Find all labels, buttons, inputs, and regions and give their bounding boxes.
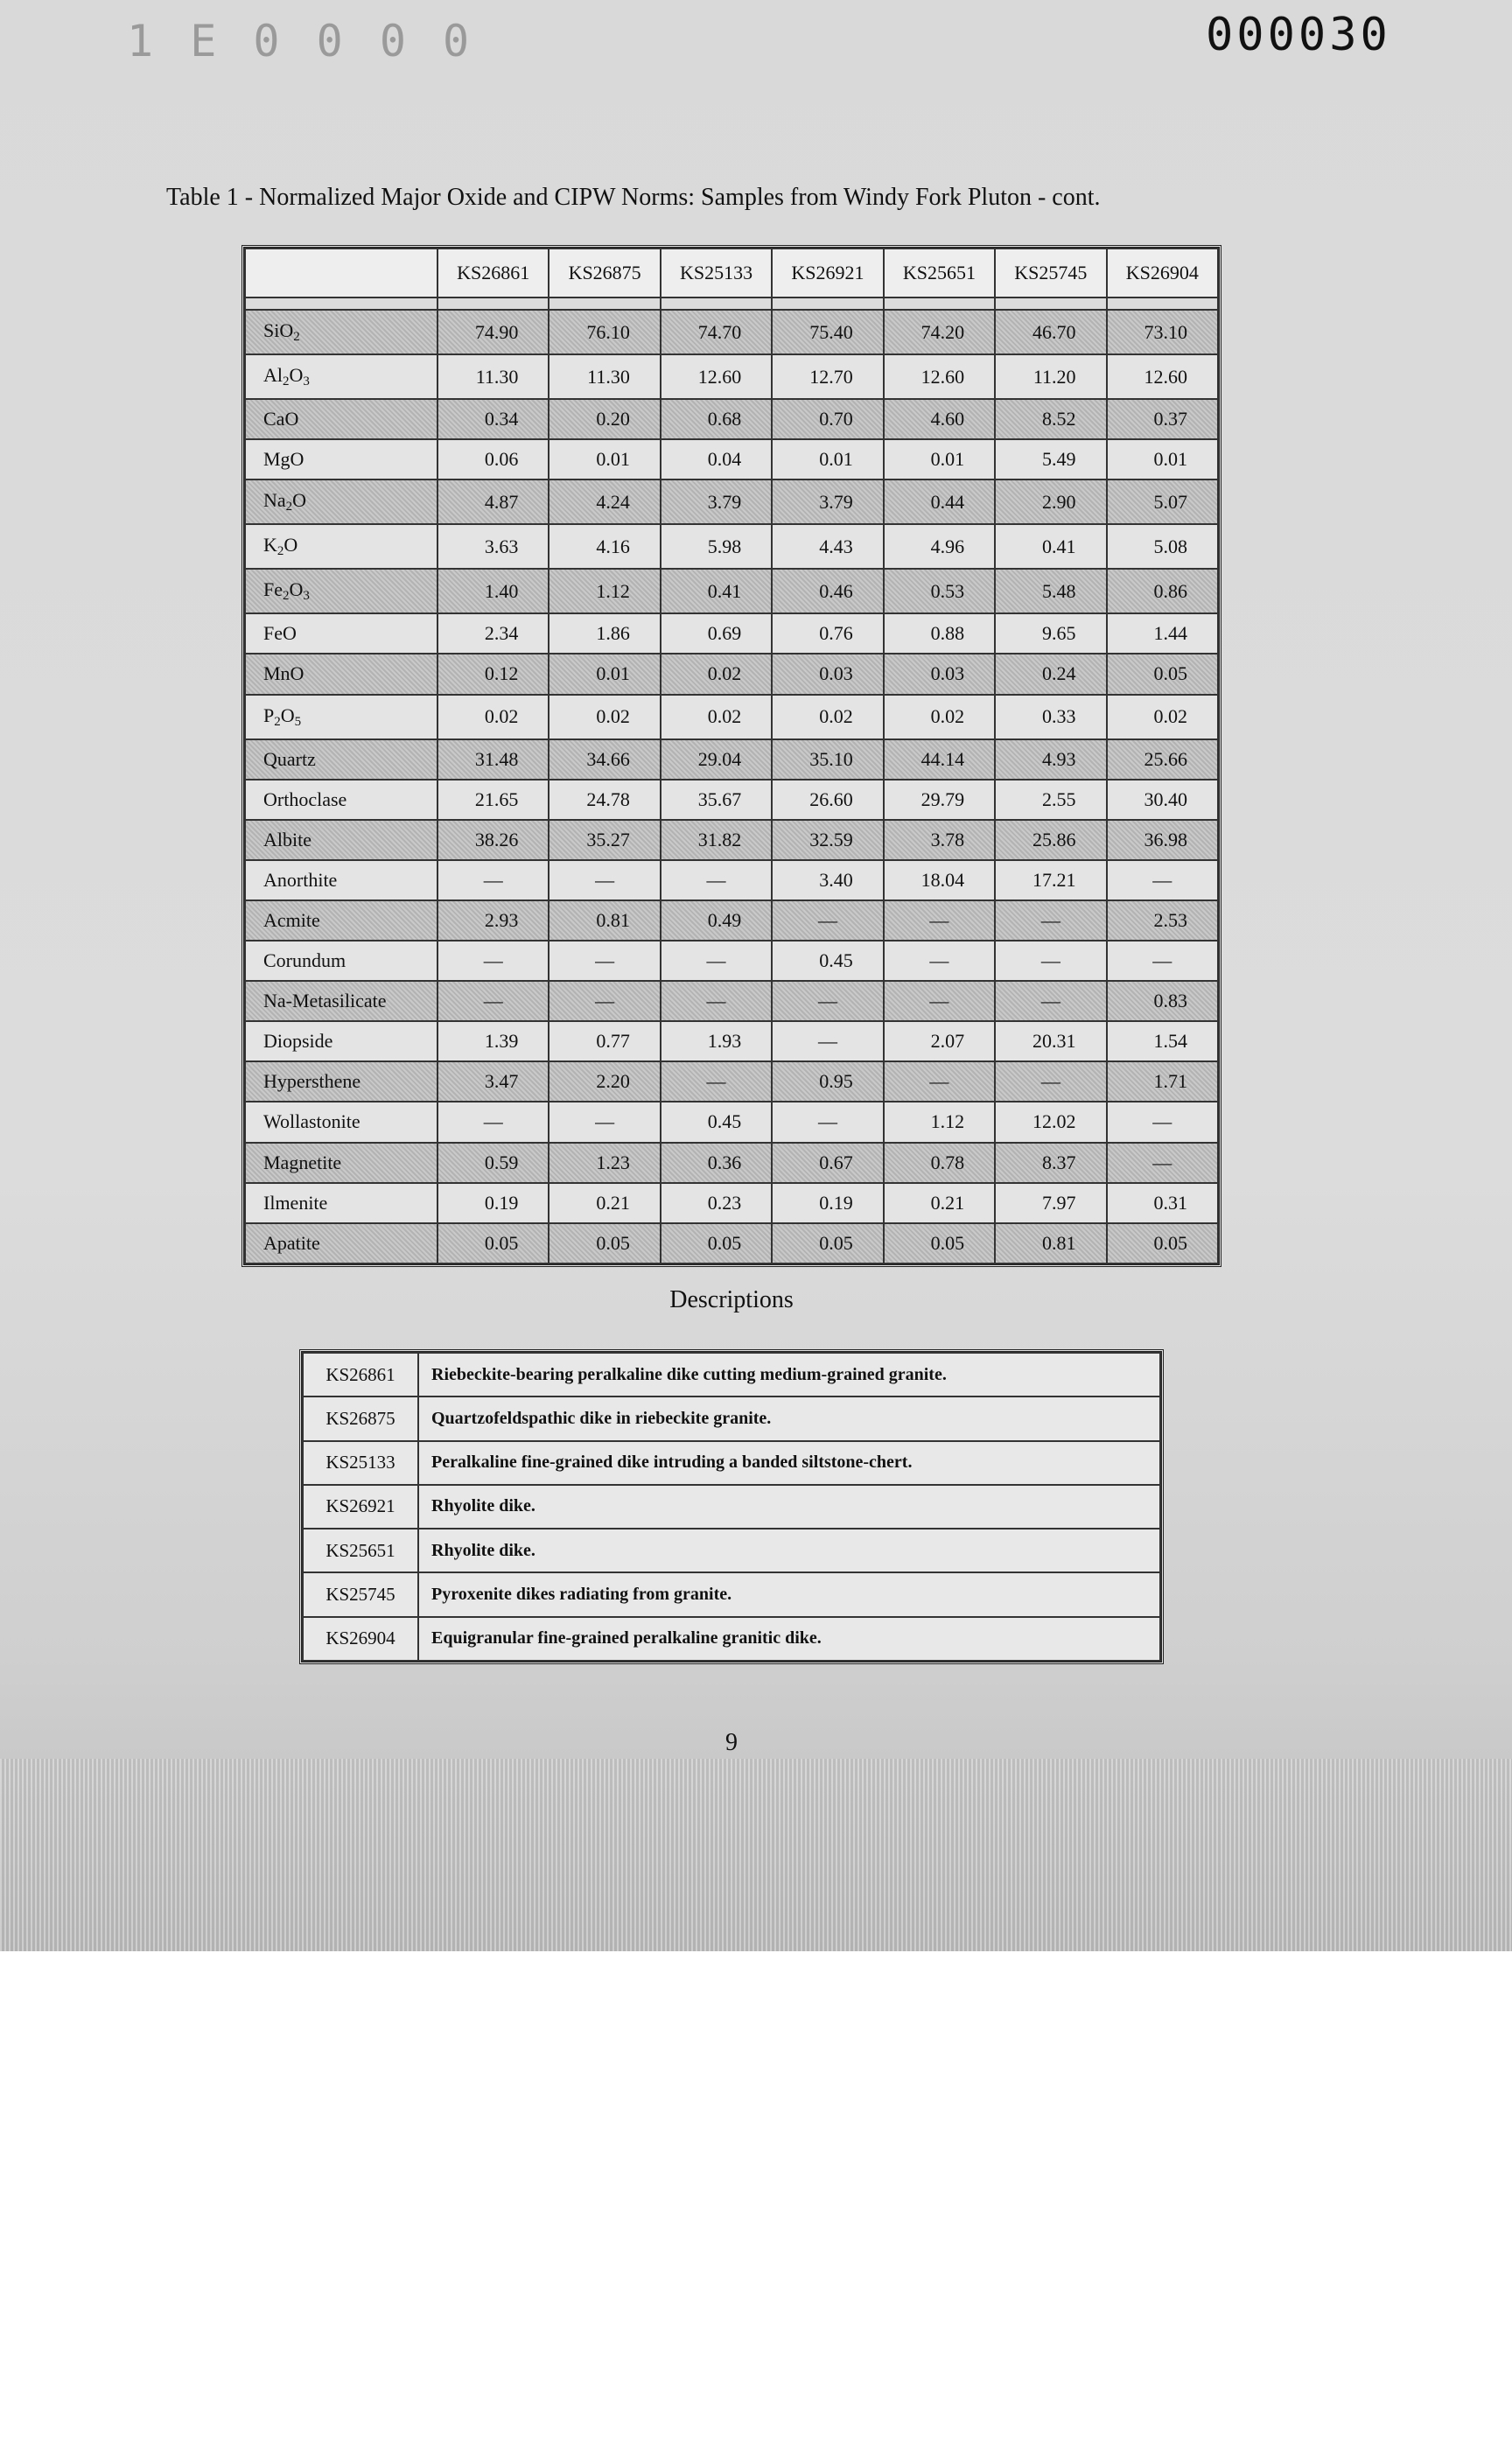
- row-label: [245, 399, 438, 439]
- table-row: [245, 780, 1218, 820]
- subscript: 2: [285, 500, 293, 514]
- row-label: [245, 1143, 438, 1183]
- table-header-row: [245, 248, 1218, 298]
- table-cell: —: [884, 981, 995, 1021]
- table-cell: 0.83: [1107, 981, 1218, 1021]
- table-cell: —: [661, 981, 772, 1021]
- table-cell: 5.48: [995, 569, 1106, 613]
- table-cell: —: [884, 941, 995, 981]
- sample-id: KS25133: [303, 1441, 418, 1485]
- table-cell: 11.30: [549, 354, 660, 399]
- page-number: 9: [725, 1729, 738, 1756]
- table-cell: 0.69: [661, 613, 772, 654]
- table-cell: 0.05: [1107, 654, 1218, 694]
- table-cell: —: [772, 900, 883, 941]
- table-cell: 0.33: [995, 695, 1106, 739]
- row-label: [245, 739, 438, 780]
- table-cell: 4.60: [884, 399, 995, 439]
- description-row: [303, 1617, 1160, 1661]
- table-cell: 2.93: [438, 900, 549, 941]
- column-header: KS25651: [884, 248, 995, 298]
- table-row: [245, 860, 1218, 900]
- table-cell: 0.78: [884, 1143, 995, 1183]
- table-cell: 0.05: [438, 1223, 549, 1264]
- table-cell: 32.59: [772, 820, 883, 860]
- table-cell: —: [438, 981, 549, 1021]
- table-cell: 0.44: [884, 480, 995, 524]
- table-cell: 73.10: [1107, 310, 1218, 354]
- table-cell: —: [1107, 941, 1218, 981]
- table-cell: 0.01: [772, 439, 883, 480]
- table-cell: 25.66: [1107, 739, 1218, 780]
- row-label: [245, 310, 438, 354]
- table-cell: 0.77: [549, 1021, 660, 1061]
- sample-id: KS26921: [303, 1485, 418, 1529]
- table-cell: —: [549, 941, 660, 981]
- table-cell: 0.53: [884, 569, 995, 613]
- table-cell: 46.70: [995, 310, 1106, 354]
- table-cell: 0.24: [995, 654, 1106, 694]
- table-cell: 3.79: [772, 480, 883, 524]
- table-cell: 7.97: [995, 1183, 1106, 1223]
- row-label-text: MnO: [263, 662, 304, 685]
- table-cell: 3.78: [884, 820, 995, 860]
- faint-stamp-number: 1 E 0 0 0 0: [127, 16, 475, 66]
- table-cell: 0.67: [772, 1143, 883, 1183]
- table-cell: 2.34: [438, 613, 549, 654]
- table-row: [245, 654, 1218, 694]
- descriptions-heading: Descriptions: [669, 1286, 794, 1313]
- description-row: [303, 1353, 1160, 1396]
- row-label-text: Ilmenite: [263, 1191, 328, 1214]
- table-cell: 0.81: [549, 900, 660, 941]
- table-row: [245, 354, 1218, 399]
- column-header: KS25133: [661, 248, 772, 298]
- table-cell: 11.20: [995, 354, 1106, 399]
- row-label-text: Hypersthene: [263, 1070, 361, 1093]
- sample-description: Quartzofeldspathic dike in riebeckite granite.: [418, 1396, 1160, 1440]
- table-cell: 0.05: [884, 1223, 995, 1264]
- row-label-text: Na-Metasilicate: [263, 990, 387, 1012]
- table-cell: 0.04: [661, 439, 772, 480]
- table-cell: 0.03: [772, 654, 883, 694]
- table-cell: 26.60: [772, 780, 883, 820]
- table-cell: —: [995, 981, 1106, 1021]
- table-row: [245, 1223, 1218, 1264]
- table-cell: 0.76: [772, 613, 883, 654]
- corner-cell: [245, 248, 438, 298]
- table-cell: 1.12: [549, 569, 660, 613]
- table-row: [245, 900, 1218, 941]
- sample-description: Pyroxenite dikes radiating from granite.: [418, 1572, 1160, 1616]
- table-cell: 9.65: [995, 613, 1106, 654]
- row-label-text: Albite: [263, 828, 312, 850]
- row-label-text: Wollastonite: [263, 1110, 360, 1133]
- table-cell: 0.21: [549, 1183, 660, 1223]
- row-label: [245, 941, 438, 981]
- table-cell: 0.59: [438, 1143, 549, 1183]
- table-cell: 12.60: [884, 354, 995, 399]
- row-label: [245, 1183, 438, 1223]
- table-cell: 11.30: [438, 354, 549, 399]
- descriptions-table: [299, 1349, 1164, 1664]
- table-cell: —: [661, 1061, 772, 1102]
- table-cell: —: [884, 900, 995, 941]
- row-label: [245, 1102, 438, 1142]
- row-label-text: Diopside: [263, 1030, 333, 1053]
- sample-description: Rhyolite dike.: [418, 1485, 1160, 1529]
- table-cell: 20.31: [995, 1021, 1106, 1061]
- table-cell: 25.86: [995, 820, 1106, 860]
- table-cell: 2.53: [1107, 900, 1218, 941]
- table-cell: 12.60: [661, 354, 772, 399]
- table-cell: 34.66: [549, 739, 660, 780]
- table-cell: 0.12: [438, 654, 549, 694]
- table-row: [245, 569, 1218, 613]
- table-cell: 0.06: [438, 439, 549, 480]
- table-cell: 2.55: [995, 780, 1106, 820]
- table-cell: 5.08: [1107, 524, 1218, 569]
- row-label-tail: O: [292, 489, 307, 512]
- table-cell: 4.87: [438, 480, 549, 524]
- table-cell: —: [995, 1061, 1106, 1102]
- table-row: [245, 480, 1218, 524]
- table-cell: 36.98: [1107, 820, 1218, 860]
- table-cell: 0.23: [661, 1183, 772, 1223]
- table-cell: 1.54: [1107, 1021, 1218, 1061]
- column-header: KS26904: [1107, 248, 1218, 298]
- row-label-text: Magnetite: [263, 1151, 342, 1173]
- table-cell: 0.37: [1107, 399, 1218, 439]
- table-cell: 0.81: [995, 1223, 1106, 1264]
- table-row: [245, 399, 1218, 439]
- table-cell: 1.40: [438, 569, 549, 613]
- table-row: [245, 1061, 1218, 1102]
- sample-description: Equigranular fine-grained peralkaline granitic dike.: [418, 1617, 1160, 1661]
- table-cell: 38.26: [438, 820, 549, 860]
- table-cell: 0.05: [1107, 1223, 1218, 1264]
- table-cell: 0.05: [661, 1223, 772, 1264]
- table-row: [245, 739, 1218, 780]
- subscript: 3: [303, 589, 310, 604]
- table-cell: 3.40: [772, 860, 883, 900]
- table-cell: 30.40: [1107, 780, 1218, 820]
- row-label: [245, 524, 438, 569]
- subscript: 2: [274, 714, 281, 729]
- table-cell: 0.20: [549, 399, 660, 439]
- table-cell: 0.68: [661, 399, 772, 439]
- table-cell: 0.36: [661, 1143, 772, 1183]
- row-label-text: K: [263, 534, 277, 556]
- sample-description: Peralkaline fine-grained dike intruding a banded siltstone-chert.: [418, 1441, 1160, 1485]
- table-cell: 0.19: [438, 1183, 549, 1223]
- table-cell: 0.70: [772, 399, 883, 439]
- sample-id: KS25651: [303, 1529, 418, 1572]
- column-header: KS25745: [995, 248, 1106, 298]
- table-row: [245, 981, 1218, 1021]
- table-cell: 31.82: [661, 820, 772, 860]
- table-cell: 75.40: [772, 310, 883, 354]
- table-cell: 0.02: [661, 654, 772, 694]
- table-cell: 8.52: [995, 399, 1106, 439]
- row-label: [245, 1061, 438, 1102]
- row-label: [245, 1021, 438, 1061]
- row-label-text: MgO: [263, 448, 304, 471]
- sample-description: Riebeckite-bearing peralkaline dike cutting medium-grained granite.: [418, 1353, 1160, 1396]
- row-label-text: FeO: [263, 622, 297, 645]
- table-cell: 1.71: [1107, 1061, 1218, 1102]
- table-cell: 17.21: [995, 860, 1106, 900]
- table-cell: 0.01: [884, 439, 995, 480]
- row-label: [245, 981, 438, 1021]
- table-row: [245, 1143, 1218, 1183]
- table-cell: —: [772, 1102, 883, 1142]
- table-cell: 21.65: [438, 780, 549, 820]
- subscript: 2: [276, 544, 284, 559]
- table-row: [245, 310, 1218, 354]
- subscript: 3: [303, 374, 310, 389]
- table-cell: 1.86: [549, 613, 660, 654]
- table-cell: 74.70: [661, 310, 772, 354]
- table-cell: 4.93: [995, 739, 1106, 780]
- table-row: [245, 439, 1218, 480]
- table-cell: 1.44: [1107, 613, 1218, 654]
- table-cell: 1.93: [661, 1021, 772, 1061]
- table-cell: 1.39: [438, 1021, 549, 1061]
- table-cell: —: [438, 941, 549, 981]
- column-header: KS26861: [438, 248, 549, 298]
- subscript: 2: [293, 330, 300, 345]
- table-cell: 0.02: [1107, 695, 1218, 739]
- table-cell: 0.45: [772, 941, 883, 981]
- table-cell: —: [1107, 1143, 1218, 1183]
- table-cell: 1.23: [549, 1143, 660, 1183]
- row-label: [245, 569, 438, 613]
- row-label-text: Fe: [263, 578, 283, 601]
- row-label-text: Acmite: [263, 908, 320, 931]
- table-row: [245, 1183, 1218, 1223]
- table-cell: 0.31: [1107, 1183, 1218, 1223]
- table-cell: —: [661, 860, 772, 900]
- row-label: [245, 1223, 438, 1264]
- sample-id: KS25745: [303, 1572, 418, 1616]
- table-cell: 3.79: [661, 480, 772, 524]
- row-label-text: Apatite: [263, 1231, 320, 1254]
- row-label-tail: O: [289, 364, 304, 387]
- table-cell: 0.41: [995, 524, 1106, 569]
- table-cell: 12.70: [772, 354, 883, 399]
- row-label: [245, 354, 438, 399]
- table-row: [245, 1102, 1218, 1142]
- table-cell: 0.02: [772, 695, 883, 739]
- table-cell: 0.01: [549, 439, 660, 480]
- table-cell: 0.21: [884, 1183, 995, 1223]
- table-cell: 0.02: [661, 695, 772, 739]
- table-cell: 0.19: [772, 1183, 883, 1223]
- row-label: [245, 480, 438, 524]
- table-cell: —: [549, 1102, 660, 1142]
- document-number-stamp: 000030: [1206, 9, 1391, 61]
- header-spacer-row: [245, 298, 1218, 310]
- table-cell: 4.24: [549, 480, 660, 524]
- description-row: [303, 1441, 1160, 1485]
- table-cell: 1.12: [884, 1102, 995, 1142]
- table-cell: —: [995, 941, 1106, 981]
- table-cell: 0.49: [661, 900, 772, 941]
- table-cell: 31.48: [438, 739, 549, 780]
- table-cell: 0.45: [661, 1102, 772, 1142]
- table-cell: 0.03: [884, 654, 995, 694]
- row-label-text: CaO: [263, 408, 299, 430]
- subscript: 2: [283, 589, 290, 604]
- row-label: [245, 860, 438, 900]
- table-cell: 0.01: [1107, 439, 1218, 480]
- row-label: [245, 654, 438, 694]
- subscript: 2: [283, 374, 290, 389]
- table-row: [245, 820, 1218, 860]
- table-cell: —: [772, 981, 883, 1021]
- row-label: [245, 820, 438, 860]
- table-cell: 0.02: [438, 695, 549, 739]
- table-cell: 8.37: [995, 1143, 1106, 1183]
- table-cell: 0.05: [772, 1223, 883, 1264]
- subscript: 5: [294, 714, 302, 729]
- oxide-norms-table: [242, 245, 1222, 1267]
- table-cell: 5.07: [1107, 480, 1218, 524]
- description-row: [303, 1396, 1160, 1440]
- sample-id: KS26861: [303, 1353, 418, 1396]
- column-header: KS26875: [549, 248, 660, 298]
- row-label-tail: O: [289, 578, 304, 601]
- table-cell: 35.67: [661, 780, 772, 820]
- table-cell: 0.05: [549, 1223, 660, 1264]
- table-cell: 12.02: [995, 1102, 1106, 1142]
- row-label: [245, 439, 438, 480]
- sample-id: KS26904: [303, 1617, 418, 1661]
- row-label-tail: O: [280, 704, 295, 726]
- table-cell: 2.07: [884, 1021, 995, 1061]
- table-cell: 4.16: [549, 524, 660, 569]
- sample-id: KS26875: [303, 1396, 418, 1440]
- table-row: [245, 1021, 1218, 1061]
- table-cell: 29.04: [661, 739, 772, 780]
- table-cell: 0.01: [549, 654, 660, 694]
- table-cell: 29.79: [884, 780, 995, 820]
- table-cell: 35.10: [772, 739, 883, 780]
- row-label-text: Al: [263, 364, 283, 387]
- table-row: [245, 695, 1218, 739]
- table-cell: 12.60: [1107, 354, 1218, 399]
- table-cell: 76.10: [549, 310, 660, 354]
- table-cell: —: [438, 1102, 549, 1142]
- table-cell: —: [549, 860, 660, 900]
- row-label: [245, 900, 438, 941]
- table-cell: —: [1107, 1102, 1218, 1142]
- row-label: [245, 780, 438, 820]
- table-cell: 74.20: [884, 310, 995, 354]
- table-cell: 5.49: [995, 439, 1106, 480]
- row-label: [245, 613, 438, 654]
- row-label-text: Anorthite: [263, 868, 338, 891]
- table-cell: —: [995, 900, 1106, 941]
- row-label-text: Orthoclase: [263, 788, 347, 810]
- description-row: [303, 1485, 1160, 1529]
- table-cell: 0.02: [884, 695, 995, 739]
- table-cell: 0.41: [661, 569, 772, 613]
- column-header: KS26921: [772, 248, 883, 298]
- table-row: [245, 524, 1218, 569]
- row-label-text: Corundum: [263, 949, 346, 972]
- table-cell: 3.63: [438, 524, 549, 569]
- table-row: [245, 941, 1218, 981]
- table-cell: 2.20: [549, 1061, 660, 1102]
- table-cell: 0.86: [1107, 569, 1218, 613]
- table-cell: 0.46: [772, 569, 883, 613]
- description-row: [303, 1529, 1160, 1572]
- table-cell: —: [661, 941, 772, 981]
- table-cell: 0.88: [884, 613, 995, 654]
- table-cell: 0.02: [549, 695, 660, 739]
- table-cell: 24.78: [549, 780, 660, 820]
- row-label-text: SiO: [263, 319, 294, 342]
- table-cell: 18.04: [884, 860, 995, 900]
- table-cell: —: [772, 1021, 883, 1061]
- table-cell: 3.47: [438, 1061, 549, 1102]
- table-cell: 2.90: [995, 480, 1106, 524]
- table-cell: 35.27: [549, 820, 660, 860]
- table-cell: —: [884, 1061, 995, 1102]
- table-cell: 44.14: [884, 739, 995, 780]
- table-cell: 5.98: [661, 524, 772, 569]
- table-cell: 0.95: [772, 1061, 883, 1102]
- row-label-text: P: [263, 704, 275, 726]
- table-cell: 4.96: [884, 524, 995, 569]
- table-cell: —: [549, 981, 660, 1021]
- table-title: Table 1 - Normalized Major Oxide and CIPW Norms: Samples from Windy Fork Pluton - cont.: [166, 184, 1101, 211]
- table-row: [245, 613, 1218, 654]
- description-row: [303, 1572, 1160, 1616]
- sample-description: Rhyolite dike.: [418, 1529, 1160, 1572]
- row-label-text: Na: [263, 489, 286, 512]
- table-cell: —: [438, 860, 549, 900]
- table-cell: 4.43: [772, 524, 883, 569]
- row-label-tail: O: [284, 534, 298, 556]
- row-label: [245, 695, 438, 739]
- table-cell: 74.90: [438, 310, 549, 354]
- table-cell: 0.34: [438, 399, 549, 439]
- table-cell: —: [1107, 860, 1218, 900]
- row-label-text: Quartz: [263, 747, 316, 770]
